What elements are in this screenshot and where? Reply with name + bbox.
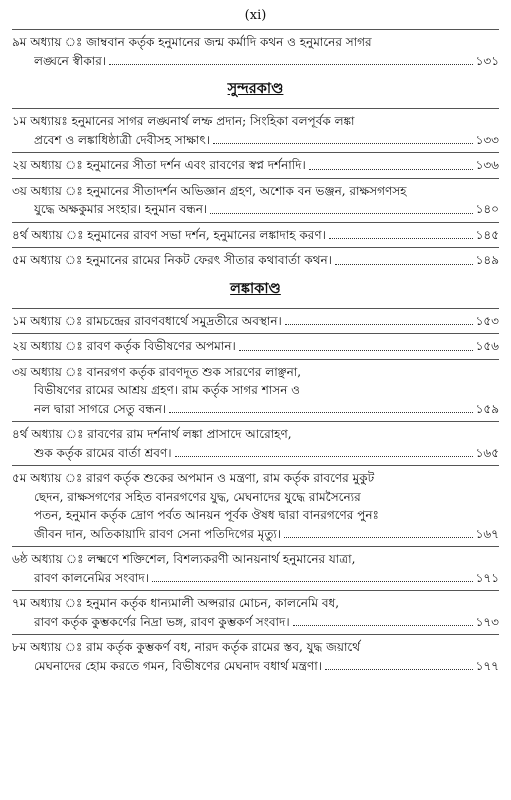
toc-entry-last-line xyxy=(12,444,499,463)
toc-entry-page-number: ১৭৭ xyxy=(475,658,499,673)
toc-entry-last-line xyxy=(12,337,499,356)
toc-entry[interactable] xyxy=(12,33,499,70)
toc-entry[interactable] xyxy=(12,594,499,631)
entry-divider xyxy=(12,178,499,179)
dot-leader xyxy=(239,350,473,351)
toc-entry-page-number: ১৭১ xyxy=(475,570,499,585)
dot-leader xyxy=(152,581,473,582)
entry-divider xyxy=(12,465,499,466)
toc-entry-line: ৯ম অধ্যায় ঃ জাম্ববান কর্তৃক হনুমানের জন্ম কর্মাদি কথন ও হনুমানের সাগর xyxy=(12,35,372,49)
entry-divider xyxy=(12,634,499,635)
toc-entry-line: ৫ম অধ্যায় ঃ রারণ কর্তৃক শুকের অপমান ও মন্ত্রণা, রাম কর্তৃক রাবণের মুকুট xyxy=(12,471,375,485)
toc-entry-text: ৫ম অধ্যায় ঃ হনুমানের রামের নিকট ফেরৎ সীতার কথাবার্তা কথন। xyxy=(12,253,332,267)
entry-divider xyxy=(12,359,499,360)
toc-entry-page-number: ১৩১ xyxy=(475,53,499,68)
toc-entry-last-line xyxy=(12,525,499,544)
toc-entry-line: ৮ম অধ্যায় ঃ রাম কর্তৃক কুম্ভকর্ণ বধ, নারদ কর্তৃক রামের স্তব, যুদ্ধ জয়ার্থে xyxy=(12,640,361,654)
toc-entry[interactable] xyxy=(12,363,499,419)
toc-entry-text: ২য় অধ্যায় ঃ রাবণ কর্তৃক বিভীষণের অপমান। xyxy=(12,339,236,353)
toc-entry-text: রাবণ কালনেমির সংবাদ। xyxy=(34,570,149,585)
toc-entry-page-number: ১৩৩ xyxy=(475,132,499,147)
toc-entry-text: মেঘনাদের হোম করতে গমন, বিভীষণের মেঘনাদ বধার্থ মন্ত্রণা। xyxy=(34,658,323,673)
toc-entry[interactable] xyxy=(12,112,499,149)
entry-divider xyxy=(12,333,499,334)
toc-entry[interactable] xyxy=(12,182,499,219)
page-number: (xi) xyxy=(244,8,267,23)
toc-entry-text: রাবণ কর্তৃক কুম্ভকর্ণের নিদ্রা ভঙ্গ, রাবণ কুম্ভকর্ণ সংবাদ। xyxy=(34,614,290,629)
toc-entry-line: ৩য় অধ্যায় ঃ হনুমানের সীতাদর্শন অভিজ্ঞান গ্রহণ, অশোক বন ভঞ্জন, রাক্ষসগণসহ xyxy=(12,183,407,198)
entry-divider xyxy=(12,590,499,591)
toc-entry-page-number: ১৪৫ xyxy=(475,227,499,242)
toc-entry-line: ৩য় অধ্যায় ঃ বানরগণ কর্তৃক রাবণদূত শুক সারণের লাঞ্ছনা, xyxy=(12,364,302,379)
toc-list-top xyxy=(12,29,499,70)
toc-entry-last-line xyxy=(12,251,499,270)
toc-entry-text: ১ম অধ্যায় ঃ রামচন্দ্রের রাবণবধার্থে সমুদ্রতীরে অবস্থান। xyxy=(12,313,282,328)
toc-entry-last-line xyxy=(12,52,499,71)
toc-entry[interactable] xyxy=(12,469,499,543)
toc-entry-text: প্রবেশ ও লঙ্কাধিষ্ঠাত্রী দেবীসহ সাক্ষাৎ। xyxy=(34,132,211,147)
toc-entry-last-line xyxy=(12,226,499,245)
toc-entry-page-number: ১৬৭ xyxy=(475,526,499,541)
toc-entry-last-line xyxy=(12,200,499,219)
toc-list-sundarakanda xyxy=(12,108,499,270)
entry-divider xyxy=(12,247,499,248)
toc-entry-page-number: ১৫৩ xyxy=(475,313,499,328)
toc-entry-last-line xyxy=(12,156,499,175)
toc-entry-text: ২য় অধ্যায় ঃ হনুমানের সীতা দর্শন এবং রাবণের স্বপ্ন দর্শনাদি। xyxy=(12,158,306,172)
toc-entry[interactable] xyxy=(12,156,499,175)
toc-entry-last-line xyxy=(12,613,499,632)
toc-entry-page-number: ১৭৩ xyxy=(475,614,499,629)
toc-entry[interactable] xyxy=(12,251,499,270)
toc-entry-last-line xyxy=(12,569,499,588)
toc-entry-line: বিভীষণের রামের আশ্রয় গ্রহণ। রাম কর্তৃক সাগর শাসন ও xyxy=(34,383,301,397)
toc-entry-text: ৪র্থ অধ্যায় ঃ হনুমানের রাবণ সভা দর্শন, হনুমানের লঙ্কাদাহ করণ। xyxy=(12,227,326,242)
entry-divider xyxy=(12,421,499,422)
toc-entry-line: ১ম অধ্যায়ঃ হনুমানের সাগর লঙ্ঘনার্থ লম্ফ প্রদান; সিংহিকা বলপূর্বক লঙ্কা xyxy=(12,114,355,128)
toc-entry[interactable] xyxy=(12,337,499,356)
dot-leader xyxy=(175,456,473,457)
toc-entry-page-number: ১৬৫ xyxy=(475,445,499,460)
toc-entry-text: নল দ্বারা সাগরে সেতু বন্ধন। xyxy=(34,401,167,416)
toc-entry-text: শুক কর্তৃক রামের বার্তা শ্রবণ। xyxy=(34,445,172,460)
toc-entry-line: ৪র্থ অধ্যায় ঃ রাবণের রাম দর্শনার্থ লঙ্কা প্রাসাদে আরোহণ, xyxy=(12,427,292,441)
dot-leader xyxy=(285,324,473,325)
toc-entry-page-number: ১৫৯ xyxy=(475,401,499,416)
entry-divider xyxy=(12,222,499,223)
toc-list-lankakanda xyxy=(12,308,499,676)
toc-entry-text: যুদ্ধে অক্ষকুমার সংহার। হনুমান বন্ধন। xyxy=(34,202,208,216)
toc-entry-page-number: ১৩৬ xyxy=(475,158,499,172)
dot-leader xyxy=(329,238,473,239)
dot-leader xyxy=(325,669,473,670)
dot-leader xyxy=(210,213,472,214)
dot-leader xyxy=(293,625,473,626)
dot-leader xyxy=(284,537,472,538)
toc-entry[interactable] xyxy=(12,425,499,462)
entry-divider xyxy=(12,29,499,30)
toc-entry-line: ছেদন, রাক্ষসগণের সহিত বানরগণের যুদ্ধ, মেঘনাদের যুদ্ধে রামসৈন্যের xyxy=(34,489,361,504)
toc-entry[interactable] xyxy=(12,226,499,245)
toc-entry-page-number: ১৪০ xyxy=(475,202,499,216)
entry-divider xyxy=(12,546,499,547)
section-title-sundarakanda: সুন্দরকাণ্ড xyxy=(227,80,284,97)
section-title-lankakanda: লঙ্কাকাণ্ড xyxy=(230,279,281,297)
toc-entry-last-line xyxy=(12,131,499,150)
toc-entry-last-line xyxy=(12,400,499,419)
toc-entry-line: পতন, হনুমান কর্তৃক দ্রোণ পর্বত আনয়ন পূর্বক ঔষধ দ্বারা বানরগণের পুনঃ xyxy=(34,508,379,522)
toc-entry[interactable] xyxy=(12,638,499,675)
dot-leader xyxy=(309,169,473,170)
toc-entry-last-line xyxy=(12,312,499,331)
toc-entry-page-number: ১৪৯ xyxy=(475,253,499,267)
entry-divider xyxy=(12,108,499,109)
dot-leader xyxy=(169,412,472,413)
dot-leader xyxy=(109,64,472,65)
entry-divider xyxy=(12,308,499,309)
dot-leader xyxy=(335,264,473,265)
toc-entry-last-line xyxy=(12,657,499,676)
dot-leader xyxy=(213,143,472,144)
toc-entry-text: জীবন দান, অতিকায়াদি রাবণ সেনা পতিদিগের মৃত্যু। xyxy=(34,526,282,541)
toc-entry-line: ৭ম অধ্যায় ঃ হনুমান কর্তৃক ধান্যমালী অপ্সরার মোচন, কালনেমি বধ, xyxy=(12,596,340,610)
toc-entry-page-number: ১৫৬ xyxy=(475,339,499,353)
toc-entry-line: ৬ষ্ঠ অধ্যায় ঃ লক্ষ্মণে শক্তিশেল, বিশল্যকরণী আনয়নার্থ হনুমানের যাত্রা, xyxy=(12,552,356,566)
toc-entry[interactable] xyxy=(12,550,499,587)
toc-entry[interactable] xyxy=(12,312,499,331)
toc-entry-text: লঙ্ঘনে স্বীকার। xyxy=(34,53,107,68)
entry-divider xyxy=(12,152,499,153)
